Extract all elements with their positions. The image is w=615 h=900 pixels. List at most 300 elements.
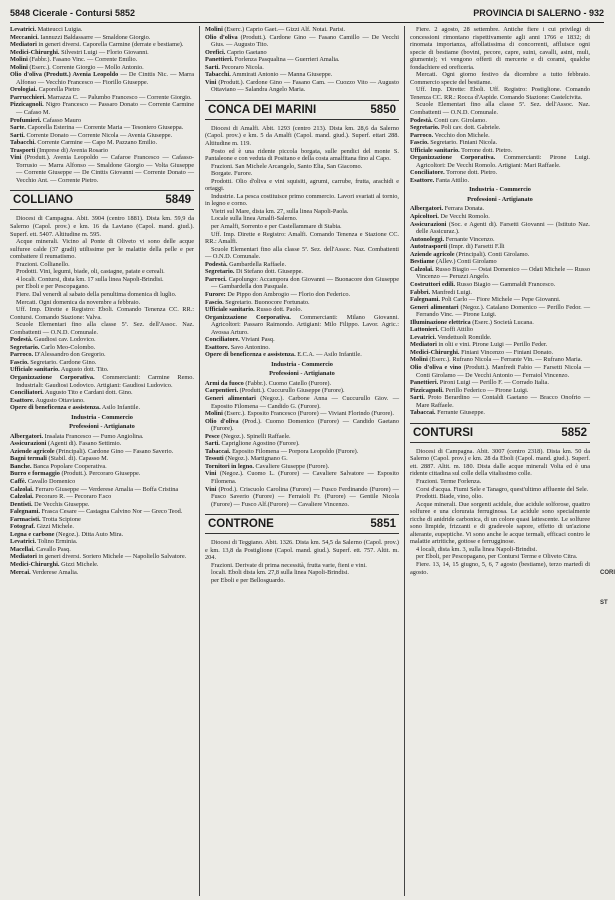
intro-paragraph: 4 locali. Contursi, dista km. 17 sulla linea Napoli-Brindisi. [16, 275, 164, 283]
entry-text: Commercianti: Pirone Luigi. Agricoltori: De Vecchi Romolo. Artigiani: Mari Raffaele. [416, 154, 590, 169]
intro-paragraph: Corsi d'acqua. Fiumi Sele e Tanagro, quest'ultimo affluente del Sele. [416, 485, 589, 493]
directory-entry [205, 314, 399, 337]
directory-entry [10, 486, 194, 494]
section-title: CONTRONE [208, 518, 274, 531]
subsection-subtitle: Professioni - Artigianato [467, 195, 533, 203]
entry-category: Tabaccai. [410, 409, 436, 417]
entry-text: Perillo Federico — Pirone Luigi. [445, 386, 529, 394]
intro-paragraph: 4 locali, dista km. 3, sulla linea Napoli-Brindisi. [416, 545, 538, 553]
entry-text: Segretario. Buonocore Fortunato. [225, 298, 310, 306]
section-header-controne [205, 514, 399, 534]
entry-text: Gizzi Michele. [61, 561, 99, 568]
entry-category: Fabbri. [410, 288, 431, 296]
entry-text: (Produtt.). Avenia Leopoldo — Cafaroe Francesco — Cafasso-Torrusio — Marra Alfonso — Smaldone Giorgio — Volta Giuseppe — Corrente Giuseppe — De Cinttis Giovanni — Corrente Donato — Vecchio Ant. — Corrente Pietro. [16, 154, 194, 184]
entry-category: Olio d'oliva [205, 417, 239, 425]
entry-category: Legna e carbone [10, 530, 55, 538]
directory-entry [205, 344, 399, 352]
section-header-conca-dei-marini [205, 100, 399, 120]
entry-text: (Eserc.). Esposito Francesco (Furore) — Viviani Florindo (Furore). [224, 410, 394, 418]
intro-paragraph: Diocesi di Campagna. Abit. 3904 (centro 1881). Dista km. 59,9 da Salerno (Capol. prov.) e km. 16 da Laviano (Capol. mand. giud.). Superf. ett. 5407. Altitudine m. 595. [10, 215, 194, 238]
entry-category: Tornitori in legno. [205, 462, 254, 470]
entry-category: Mediatori [10, 553, 37, 561]
header-right: PROVINCIA DI SALERNO - 932 [473, 8, 604, 18]
entry-category: Albergatori. [410, 205, 444, 213]
directory-entry [205, 49, 399, 57]
intro-paragraph: Prodotti. Vini, legumi, biade, oli, castagne, patate e cereali. [16, 268, 165, 276]
entry-text: Gambardella Raffaele. [229, 260, 287, 268]
directory-entry [10, 336, 194, 344]
entry-category: Orologiai. [10, 86, 37, 94]
entry-category: Podestà. [410, 116, 433, 124]
entry-category: Ufficiale sanitario. [205, 306, 255, 314]
entry-category: Mediatori [410, 341, 437, 349]
intro-paragraph: Uff. Imp. Dirette: Eboli. Uff. Registro: Postiglione. Comando Tenenza CC. RR.: Rocca d'Aspide. Comando Stazione: Castelcivita. [410, 86, 590, 101]
intro-text [205, 125, 399, 261]
entry-category: Autonoleggi. [410, 235, 445, 243]
directory-entry [410, 177, 590, 185]
entry-text: Commercianti: Carmine Remo. Industriali: Gaudiosi Lodovico. Artigiani: Gaudiosi Ludovico. [16, 373, 194, 389]
directory-entry [205, 380, 399, 388]
entry-category: Olio d'oliva (Produtt.) Avenia Leopoldo [10, 71, 119, 79]
directory-entry [10, 404, 194, 412]
entry-text: Ferraro Giuseppe — Verderese Amalia — Boffa Cristina [35, 485, 179, 493]
entry-text: Frasca Cesare — Castagna Calvino Nor — Greco Teod. [41, 508, 183, 516]
directory-entry [10, 546, 194, 554]
entry-text: Cavallo Pasq. [36, 545, 71, 553]
subsection-subtitle: Professioni - Artigianato [69, 423, 135, 431]
entry-category: Pesce [205, 432, 220, 440]
entry-text: (Fabbr.). Cuomo Catello (Furore). [245, 379, 332, 387]
directory-entry [410, 326, 590, 334]
entry-text: De Vecchis Giuseppe. [34, 500, 90, 508]
entry-category: Orefici. [205, 48, 226, 56]
entry-category: Sarti. [205, 440, 220, 448]
entry-text: Gaudiosi cav. Lodovico. [34, 336, 96, 344]
directory-entry [10, 455, 194, 463]
entry-text: Pecoraro Nicola. [221, 63, 264, 71]
directory-entry [10, 366, 194, 374]
directory-entry [205, 433, 399, 441]
directory-entry [10, 86, 194, 94]
directory-entry [205, 470, 399, 485]
entry-category: Molini [10, 63, 28, 71]
entry-category: Bagni termali [10, 455, 47, 463]
entry-text: Esposito Filomena — Porpora Leopoldo (Furore). [232, 447, 359, 455]
entry-category: Esattore. [10, 396, 35, 404]
entry-category: Generi alimentari [205, 394, 256, 402]
entry-category: Mercai. [10, 568, 31, 576]
directory-entry [10, 101, 194, 116]
entry-text: Silvestri Luigi — Florio Giovanni. [61, 48, 149, 56]
entry-category: Albergatori. [10, 432, 44, 440]
directory-entry [410, 243, 590, 251]
entry-text: (Negoz.). Catalano Domenico — Perillo Fedor. — Ferrando Vinc. — Pirone Luigi. [416, 303, 591, 319]
directory-entry [205, 291, 399, 299]
entries-list [410, 205, 590, 416]
intro-paragraph: per Eboli e per Pescopagano. [16, 283, 90, 291]
entry-text: Pecoraro R. — Pecoraro F.sco [35, 493, 112, 501]
entry-text: (Principali). Cardone Gino — Fasano Saverio. [56, 447, 174, 455]
entry-category: Ufficiale sanitario. [10, 366, 60, 374]
directory-entry [10, 359, 194, 367]
directory-entry [205, 276, 399, 291]
intro-paragraph: Fiere. Dal venerdi al sabato della penultima domenica di luglio. [16, 290, 177, 298]
entry-category: Conciliatore. [205, 336, 240, 344]
directory-entry [205, 56, 399, 64]
directory-entry [10, 41, 194, 49]
directory-entry [205, 26, 399, 34]
entry-category: Calzolai. [10, 485, 34, 493]
directory-entry [10, 34, 194, 42]
entry-text: (Negoz.). Carbone Anna — Cuccurullo Giov. — Esposito Filomena — Candido G. (Furore). [211, 394, 399, 410]
entry-category: Trasporti [10, 146, 36, 154]
directory-entry [10, 64, 194, 72]
directory-entry [410, 409, 590, 417]
directory-entry [205, 440, 399, 448]
entry-category: Farmacisti. [10, 515, 41, 523]
directory-entry [410, 154, 590, 169]
entry-category: Conciliatori. [10, 389, 44, 397]
entry-category: Falegnami. [410, 296, 440, 304]
entry-category: Olio d'oliva e vino [410, 363, 462, 371]
directory-entry [10, 531, 194, 539]
edge-fragment: ST [600, 600, 608, 606]
directory-entry [10, 117, 194, 125]
entry-text: Fanta Attilio. [435, 176, 470, 184]
directory-entry [410, 213, 590, 221]
directory-entry [10, 397, 194, 405]
directory-entry [10, 154, 194, 184]
directory-entry [10, 344, 194, 352]
entry-category: Pizzicagnoli. [10, 101, 44, 109]
directory-entry [410, 356, 590, 364]
directory-entry [10, 440, 194, 448]
entry-text: Commercianti: Milano Giovanni. Agricoltori: Passaro Raimondo. Artigiani: Milo Filippo. Lavor. Agric.: Avossa Arturo. [211, 313, 399, 336]
entry-category: Medici-Chirurghi. [10, 48, 60, 56]
directory-entry [205, 71, 399, 79]
directory-entry [205, 486, 399, 509]
entry-text: Marrazza C. — Palumbo Francesco — Corrente Giorgio. [47, 93, 192, 101]
directory-entry [10, 26, 194, 34]
directory-entry [10, 553, 194, 561]
entry-category: Calzolai. [410, 265, 434, 273]
entries-list [205, 261, 399, 359]
entry-category: Organizzazione Corporativa. [10, 373, 95, 381]
directory-entry [410, 258, 590, 266]
entries-list [205, 380, 399, 508]
intro-text [10, 215, 194, 336]
entry-category: Generi alimentari [410, 303, 459, 311]
intro-paragraph: per Amalfi, Sorrento e per Castellammare di Stabia. [211, 223, 342, 231]
entry-text: in generi diversi. Soriero Michele — Napoliello Salvatore. [38, 553, 187, 561]
entry-category: Molini [10, 56, 28, 64]
intro-paragraph: Locale sulla linea Amalfi-Salerno. [211, 215, 298, 223]
directory-entry [10, 516, 194, 524]
entry-text: Augusto Tito e Cardani dott. Gino. [45, 389, 133, 397]
entry-text: (Negoz.). Spinelli Raffaele. [221, 432, 291, 440]
directory-entry [10, 478, 194, 486]
entry-text: Capolungo: Accampora don Giovanni — Buonacore don Giuseppe — Gambardella don Pasquale. [211, 275, 399, 291]
entry-text: Russo dott. Paolo. [256, 306, 303, 314]
entry-category: Parroco. [410, 131, 434, 139]
intro-paragraph: Prodotti. Olio d'oliva e vini squisiti, agrumi, carrube, frutta, arachidi e ortaggi. [205, 177, 399, 193]
subsection-title: Industria - Commercio [71, 413, 133, 421]
directory-entry [410, 169, 590, 177]
header-left: 5848 Cicerale - Contursi 5852 [10, 8, 136, 18]
intro-paragraph: Diocesi di Amalfi. Abit. 1293 (centro 213). Dista km. 28,6 da Salerno (Capol. prov.) e km. 5 da Amalfi (Capol. mand. giud.). Superf. ettari 288. Altitudine m. 119. [205, 124, 399, 148]
entry-text: Di Stefano dott. Giuseppe. [236, 268, 303, 276]
entry-text: Segretario. Cardone Gino. [30, 358, 97, 366]
intro-paragraph: Borgate. Furore. [211, 170, 253, 178]
intro-paragraph: locali. Eboli dista km. 27,8 sulla linea Napoli-Brindisi. [211, 569, 349, 577]
directory-entry [10, 94, 194, 102]
entry-category: Banche. [10, 462, 32, 470]
entry-text: Verderese Amalia. [32, 568, 79, 576]
entry-text: — De Cinttis Nic. — Marra Alfonso — Vecchio Francesco — Fiorillo Giuseppe. [16, 71, 194, 86]
entry-text: (Prod.). Criscuolo Carolina (Furore) — Fusco Ferdinando (Furore) — Fusco Saverio (Furore) — Ferraioli Fr. (Furore) — Gentile Nicola (Furore) — Fusco Alf.(Furore) — Cavaliere Vincenzo. [211, 485, 399, 508]
directory-entry [410, 341, 590, 349]
directory-entry [410, 319, 590, 327]
column-2 [205, 26, 399, 896]
directory-entry [10, 463, 194, 471]
entry-text: (Produtt.). Percoraro Giuseppe. [61, 470, 141, 478]
intro-text [410, 448, 590, 576]
intro-paragraph: Scuole Elementari fino alla classe 5ª. Sez. dell'Assoc. Naz. Combattenti — O.N.D. Comunale. [410, 101, 590, 117]
directory-entry [10, 124, 194, 132]
entry-text: Nigro Francesco — Passaro Donato — Corrente Carmine — Cafaso M. [16, 101, 194, 117]
entry-text: (Produtt.). Cuccurullo Giuseppe (Furore). [239, 387, 345, 395]
entry-category: Sarti. [205, 63, 220, 71]
intro-paragraph: Frazioni. Derivate di prima necessità, frutta varie, fieni e vini. [211, 561, 367, 569]
entry-category: Illuminazione elettrica [410, 318, 471, 326]
entry-text: Russo Biagio — Ostai Domenico — Odati Michele — Russo Vincenzo — Peruzzi Angelo. [416, 265, 590, 281]
entry-text: Capriglione Agostino (Furore). [221, 440, 300, 448]
entry-category: Meccanici. [10, 33, 39, 41]
entry-text: E.C.A. — Asilo Infantile. [297, 351, 362, 359]
entry-text: (Eserc.). Corrente Giorgio — Mollo Antonio. [29, 63, 144, 71]
directory-entry [410, 387, 590, 395]
entry-text: (Soc. e Agenti di). Farsetti Giovanni — (Istituto Naz. delle Assicuraz.). [416, 220, 590, 236]
entry-category: Levatrici. [410, 333, 437, 341]
entry-text: Forlenza Pasqualina — Guerrieri Amalia. [234, 56, 340, 64]
directory-entry [410, 139, 590, 147]
section-title: CONCA DEI MARINI [208, 103, 317, 116]
section-number: 5849 [165, 194, 191, 207]
entry-text: Segretario. Finiani Nicola. [430, 139, 498, 147]
entry-text: in olii e vini. Pirone Luigi — Perillo Feder. [438, 341, 548, 349]
entry-category: Aziende agricole [410, 250, 455, 258]
intro-paragraph: Prodotti. Biade, vino, olio. [416, 493, 483, 501]
entry-text: Insalata Francesco — Fumo Angiolina. [44, 432, 144, 440]
entry-text: (Prod.). Cuomo Domenico (Furore) — Candido Gaetano (Furore). [211, 417, 399, 433]
directory-entry [205, 395, 399, 410]
entry-text: Conti cav. Girolamo. [434, 116, 487, 124]
entry-text: (Negoz.). Martignano G. [225, 455, 288, 463]
intro-text [410, 26, 590, 117]
entry-category: Dentisti. [10, 500, 33, 508]
entry-category: Olio d'oliva [205, 33, 238, 41]
entry-text: Finiani Vincenzo — Finiani Donato. [461, 348, 554, 356]
subsection-title: Industria - Commercio [271, 360, 333, 368]
entry-category: Podestà. [10, 336, 33, 344]
directory-entry [10, 501, 194, 509]
entry-text: Iannuzzi Baldassarre — Smaldone Giorgio. [40, 33, 151, 41]
intro-paragraph: Mercati. Ogni domenica da novembre a febbraio. [16, 298, 141, 306]
entry-category: Tabaccai. [205, 447, 231, 455]
entry-text: Ammirati Antonio — Manna Giuseppe. [232, 71, 333, 79]
directory-entry [10, 433, 194, 441]
entry-category: Costruttori edili. [410, 280, 456, 288]
directory-entry [410, 266, 590, 281]
entry-text: (Stabil. di). Capasso M. [48, 455, 109, 463]
directory-entry [205, 351, 399, 359]
directory-entry [205, 455, 399, 463]
entry-category: Profumieri. [10, 116, 42, 124]
intro-text [205, 539, 399, 584]
directory-entry [205, 336, 399, 344]
entry-category: Molini [205, 410, 223, 418]
intro-paragraph: Frazioni. Terme Forlenza. [416, 477, 482, 485]
entry-category: Tessuti [205, 455, 224, 463]
entry-text: Corrente Donato — Corrente Nicola — Avenia Giuseppe. [26, 131, 173, 139]
directory-entry [10, 374, 194, 389]
directory-entry [205, 64, 399, 72]
entry-text: De Vecchi Romolo. [440, 213, 490, 221]
directory-entry [10, 351, 194, 359]
directory-entry [410, 251, 590, 259]
entry-category: Panettieri. [205, 56, 234, 64]
entry-text: Ferrara Donata. [444, 205, 485, 213]
directory-entry [10, 389, 194, 397]
directory-entry [10, 56, 194, 64]
intro-paragraph: per Eboli, per Pescopagano, per Contursi Terme e Oliveto Citra. [416, 553, 578, 561]
entry-category: Parroci. [205, 275, 227, 283]
entry-category: Lattonieri. [410, 326, 439, 334]
entry-category: Vini [205, 485, 217, 493]
directory-entry [10, 538, 194, 546]
entry-text: Fernante Vincenzo. [445, 235, 495, 243]
directory-entry [10, 147, 194, 155]
entry-category: Opere di beneficenza e assistenza. [10, 404, 101, 412]
intro-paragraph: Diocesi di Teggiano. Abit. 1326. Dista km. 54,5 da Salerno (Capol. prov.) e km. 13,8 da Postiglione (Capol. mand. giud.). Superf. ett. 757. Altit. m. 204. [205, 539, 399, 562]
entry-text: Trotta Scipione [42, 515, 81, 523]
directory-entry [205, 268, 399, 276]
entry-text: (Negoz.). Ditta Auto Mira. [56, 530, 124, 538]
entry-text: Cioffi Attilio [440, 326, 474, 334]
entry-category: Opere di beneficenza e assistenza. [205, 351, 296, 359]
entry-category: Pizzicagnoli. [410, 386, 444, 394]
entry-category: Esattore. [410, 176, 435, 184]
section-title: CONTURSI [413, 426, 474, 439]
entry-text: Corrente Carmine — Capo M. Pazzano Emilio. [37, 139, 158, 147]
entry-text: Proto Berardino — Contaldi Gaetano — Bracco Onofrio — Mare Raffaele. [416, 394, 590, 409]
directory-entry [10, 448, 194, 456]
entry-text: Tolino Erminia. [37, 538, 78, 546]
entry-text: Cavaliere Giuseppe (Furore). [255, 462, 330, 470]
entries-list [410, 117, 590, 185]
directory-entry [10, 493, 194, 501]
intro-paragraph: Frazioni. San Michele Arcangelo, Santo Elia, San Giacomo. [211, 162, 363, 170]
entry-text: Gizzi Michele. [36, 523, 75, 531]
entry-text: (Eserc.). Rufrano Nicola — Ferrante Vin. — Rufrano Maria. [429, 356, 583, 364]
intro-paragraph: Fiere. 2 agosto, 28 settembre. Antiche fiere i cui privilegi di concessioni rimontano rispettivamente agli anni 1766 e 1832; di rinomata importanza, affollatissima di concorrenti, affluisce ogni specie di bestiame (bovini, pecore, capre, suini, cavalli, asini, muli, giumente); vi vengono offerti di mercerie e di corami, qualche fondachiere ed oreficeria. [410, 26, 590, 71]
entry-category: Parrucchieri. [10, 93, 46, 101]
entry-category: Segretario. [410, 124, 440, 132]
edge-fragment: CORI [600, 570, 615, 576]
section-number: 5852 [561, 426, 587, 439]
entry-category: Fascio. [10, 358, 29, 366]
entry-category: Calzolai. [10, 493, 34, 501]
directory-entry [10, 508, 194, 516]
entries-list [10, 336, 194, 411]
entry-category: Furore: [205, 290, 226, 298]
directory-entry [205, 418, 399, 433]
entry-category: Medici-Chirurghi. [410, 348, 460, 356]
directory-entry [410, 394, 590, 409]
directory-entry [410, 221, 590, 236]
entry-category: Tabacchi. [205, 71, 231, 79]
entry-text: Caprio Gaetano [226, 48, 267, 56]
entry-text: (Allev.) Conti Girolamo [436, 258, 497, 266]
entry-category: Levatrici. [10, 538, 37, 546]
entry-text: Ferrante Giuseppe. [437, 409, 485, 417]
subsection-subtitle: Professioni - Artigianato [269, 370, 335, 378]
entry-text: (Produtt.). Cardone Gino — Fasano Camillo — De Vecchi Gius. — Augusto Tito. [211, 33, 399, 49]
entry-text: Banca Popolare Cooperativa. [33, 462, 107, 470]
entry-text: De Pippo don Ambrogio — Florio don Federico. [227, 290, 351, 298]
entry-text: Torrone dott. Pietro. [446, 169, 498, 177]
entry-category: Tabacchi. [10, 139, 36, 147]
directory-entry [205, 448, 399, 456]
entry-text: Manfredi Luigi. [431, 288, 472, 296]
entry-category: Medici-Chirurghi. [10, 561, 60, 568]
directory-entry [10, 71, 194, 86]
directory-entry [10, 523, 194, 531]
entry-category: Podestà. [205, 260, 228, 268]
directory-entry [410, 304, 590, 319]
section-title: COLLIANO [13, 194, 74, 207]
entries-list [205, 26, 399, 94]
page-header [10, 6, 604, 23]
directory-entry [410, 147, 590, 155]
entry-category: Segretario. [205, 268, 235, 276]
entry-category: Aziende agricole [10, 447, 55, 455]
entries-list [10, 26, 194, 184]
directory-entry [10, 139, 194, 147]
directory-entry [410, 349, 590, 357]
column-1 [10, 26, 194, 896]
entry-text: Pironi Luigi — Perillo F. — Corrado Italia. [439, 379, 549, 387]
entry-text: Poli Carlo — Fiore Michele — Pepe Giovanni. [441, 296, 561, 304]
entry-text: Caporella Esterina — Corrente Maria — Tesoniero Giuseppa. [27, 124, 184, 132]
entry-text: Russo Biagio — Gammaldi Francesco. [456, 280, 556, 288]
intro-paragraph: Vietri sul Mare, dista km. 27, sulla linea Napoli-Paola. [211, 207, 349, 215]
intro-paragraph: Scuole Elementari fino alla classe 5ª. Sez. dell'Assoc. Naz. Combattenti — O.N.D. Comunale. [10, 321, 194, 336]
entry-category: Autotrasporti [410, 243, 448, 251]
intro-paragraph: Acque minerali. Due sorgenti acidule, due acidule solforose, quattro solfuree e una clorurata ferruginosa. Le acidule sono specialmente ricche di anidride carbonica, di un colore quasi lattescente. Le solfuree sono limpide, frizzanti e di gradevole sapore, effetto di un'azione alterante, eupeptiche. Vi sono anche le acque termali, efficaci contro le malattie artritiche, gottose e ferrugginose. [410, 500, 590, 546]
directory-entry [205, 261, 399, 269]
entry-category: Fotograf. [10, 523, 36, 531]
entry-text: in generi diversi. Caporella Carmine (derrate e bestiame). [38, 41, 184, 49]
entry-category: Apicoltori. [410, 213, 439, 221]
intro-paragraph: Acque minerali. Vicino al Ponte di Oliveto vi sono delle acque sulfuree calde (37 gradi) utilissime per le malattie della pelle e per combattere il reumatismo. [10, 238, 194, 261]
entry-text: (Produtt.). Manfredi Fabio — Farsetti Nicola — Conti Girolamo — De Vecchi Antonio — Ferraiol Vincenzo. [416, 363, 590, 379]
entry-text: Carlo Meo-Colombo. [41, 343, 96, 351]
directory-entry [410, 132, 590, 140]
intro-paragraph: Scuole Elementari fino alla classe 5ª. Sez. dell'Assoc. Naz. Combattenti — O.N.D. Comunale. [205, 245, 399, 261]
entry-category: Organizzazione Corporativa. [410, 154, 496, 162]
entry-category: Molini [410, 356, 428, 364]
